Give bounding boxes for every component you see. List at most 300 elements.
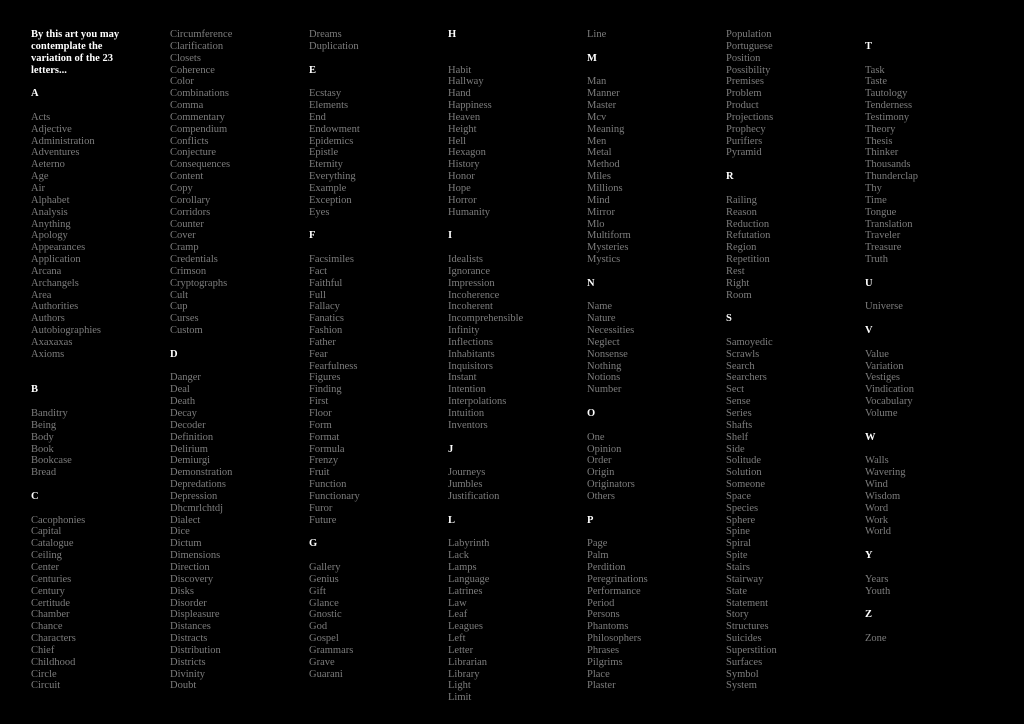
index-word: Latrines <box>448 585 483 597</box>
index-word: Fashion <box>309 325 343 337</box>
index-word: Arcana <box>31 265 62 277</box>
index-word: Disks <box>170 585 194 597</box>
index-word: Book <box>31 443 54 455</box>
index-column-1 <box>31 29 166 692</box>
letter-heading: S <box>726 313 732 325</box>
spacer <box>865 290 1000 302</box>
index-word: Pilgrims <box>587 656 623 668</box>
index-word: Page <box>587 538 608 550</box>
letter-heading: E <box>309 64 317 76</box>
index-word: Deal <box>170 384 190 396</box>
index-word: Number <box>587 384 622 396</box>
index-word: Dialect <box>170 514 201 526</box>
spacer <box>587 526 722 538</box>
index-column-7 <box>865 29 1000 645</box>
letter-heading: G <box>309 538 318 550</box>
index-word: Floor <box>309 408 332 419</box>
index-word: Distribution <box>170 644 221 656</box>
index-word: Dictum <box>170 538 202 550</box>
index-word: Searchers <box>726 372 767 384</box>
index-word: Work <box>865 514 889 526</box>
index-word: Incoherent <box>448 301 493 313</box>
index-word: Intuition <box>448 408 485 419</box>
index-word: Depredations <box>170 479 226 491</box>
index-word: Thinker <box>865 147 899 159</box>
index-word: Finding <box>309 384 342 396</box>
index-word: Chamber <box>31 609 70 621</box>
index-word: Others <box>587 490 615 502</box>
spacer <box>170 337 305 349</box>
spacer <box>309 550 444 562</box>
index-word: Mystics <box>587 254 621 266</box>
index-word: Figures <box>309 372 341 384</box>
index-word: Sense <box>726 396 751 408</box>
index-word: Example <box>309 182 347 194</box>
index-word: Intention <box>448 384 486 396</box>
index-word: Superstition <box>726 644 777 656</box>
index-word: Duplication <box>309 40 359 52</box>
index-word: Leagues <box>448 621 483 633</box>
index-word: Truth <box>865 254 888 266</box>
index-word: Sphere <box>726 514 756 526</box>
index-word: Zone <box>865 633 887 645</box>
index-word: Man <box>587 76 607 88</box>
index-word: Axioms <box>31 348 65 360</box>
index-word: Scrawls <box>726 348 760 360</box>
index-word: Direction <box>170 561 210 573</box>
index-word: Fanatics <box>309 313 344 325</box>
index-word: Years <box>865 573 889 585</box>
index-word: Treasure <box>865 242 902 254</box>
index-word: Miles <box>587 171 611 183</box>
index-word: Phrases <box>587 644 620 656</box>
index-word: Region <box>726 242 757 254</box>
index-word: Adjective <box>31 123 72 135</box>
index-word: Father <box>309 336 336 348</box>
index-word: Frenzy <box>309 455 339 467</box>
index-word: Comma <box>170 100 204 112</box>
index-word: Habit <box>448 64 472 76</box>
index-word: Purifiers <box>726 135 763 147</box>
index-word: Cult <box>170 289 189 301</box>
index-column-2 <box>170 29 305 692</box>
letter-heading: R <box>726 171 734 183</box>
index-word: Inhabitants <box>448 348 495 360</box>
letter-heading: W <box>865 431 876 443</box>
spacer <box>31 100 166 112</box>
index-word: Demonstration <box>170 467 233 479</box>
index-word: Thunderclap <box>865 171 919 183</box>
index-word: Spine <box>726 526 750 538</box>
index-word: Discovery <box>170 573 214 585</box>
index-word: Delirium <box>170 443 208 455</box>
index-word: Circle <box>31 668 57 680</box>
index-word: Functionary <box>309 490 360 502</box>
index-column-5 <box>587 29 722 692</box>
index-word: Search <box>726 360 755 372</box>
index-word: Metal <box>587 147 612 159</box>
index-word: Inventors <box>448 419 488 431</box>
index-word: Chance <box>31 621 63 633</box>
index-word: Thousands <box>865 159 911 171</box>
index-word: Pyramid <box>726 147 762 159</box>
index-word: Premises <box>726 76 764 88</box>
index-word: Statement <box>726 597 768 609</box>
index-word: Consequences <box>170 159 231 171</box>
index-word: Species <box>726 502 759 514</box>
index-word: Persons <box>587 609 620 621</box>
index-word: Epistle <box>309 147 339 159</box>
index-word: Library <box>448 668 480 680</box>
index-word: Instant <box>448 372 477 384</box>
index-word: Thesis <box>865 135 893 147</box>
index-word: Manner <box>587 88 620 100</box>
index-word: Appearances <box>31 242 86 254</box>
index-word: Hallway <box>448 76 484 88</box>
index-word: Tautology <box>865 88 908 100</box>
index-word: Mirror <box>587 206 615 218</box>
index-word: Corridors <box>170 206 211 218</box>
spacer <box>865 621 1000 633</box>
index-word: Eternity <box>309 159 343 171</box>
index-word: Structures <box>726 621 769 633</box>
index-word: Vocabulary <box>865 396 913 408</box>
index-word: Exception <box>309 194 352 206</box>
letter-heading: O <box>587 408 596 419</box>
index-word: Cup <box>170 301 188 313</box>
intro-title-line: variation of the 23 <box>31 52 113 64</box>
index-word: Credentials <box>170 254 218 266</box>
index-word: Prophecy <box>726 123 766 135</box>
index-word: Possibility <box>726 64 771 76</box>
index-word: Incomprehensible <box>448 313 524 325</box>
index-word: Hell <box>448 135 467 147</box>
spacer <box>448 53 583 65</box>
index-word: Traveler <box>865 230 901 242</box>
index-word: Capital <box>31 526 62 538</box>
spacer <box>726 159 861 171</box>
spacer <box>865 562 1000 574</box>
index-word: Order <box>587 455 612 467</box>
index-word: Peregrinations <box>587 573 648 585</box>
index-word: Tenderness <box>865 100 913 112</box>
index-word: Universe <box>865 301 903 313</box>
index-word: Samoyedic <box>726 336 773 348</box>
index-word: Nonsense <box>587 348 628 360</box>
index-word: World <box>865 526 891 538</box>
index-word: Notions <box>587 372 621 384</box>
spacer <box>865 444 1000 456</box>
index-word: Youth <box>865 585 891 597</box>
letter-heading: F <box>309 230 316 242</box>
index-word: Solution <box>726 467 762 479</box>
spacer <box>587 396 722 408</box>
index-word: Right <box>726 277 750 289</box>
index-word: Variation <box>865 360 904 372</box>
index-word: Compendium <box>170 123 228 135</box>
index-word: Death <box>170 396 196 408</box>
letter-heading: U <box>865 277 873 289</box>
index-word: Doubt <box>170 680 197 692</box>
index-word: Plaster <box>587 680 616 692</box>
index-word: Closets <box>170 52 201 64</box>
index-word: Ignorance <box>448 265 490 277</box>
index-word: Impression <box>448 277 495 289</box>
index-word: Characters <box>31 633 76 645</box>
spacer <box>309 242 444 254</box>
letter-heading: N <box>587 277 595 289</box>
spacer <box>170 361 305 373</box>
letter-heading: D <box>170 348 178 360</box>
index-word: Series <box>726 408 752 419</box>
index-word: Commentary <box>170 111 225 123</box>
spacer <box>309 526 444 538</box>
index-word: Hope <box>448 182 471 194</box>
index-word: Format <box>309 431 340 443</box>
index-word: Horror <box>448 194 477 206</box>
index-word: Axaxaxas <box>31 336 73 348</box>
index-word: Humanity <box>448 206 490 218</box>
letter-heading: I <box>448 230 453 242</box>
spacer <box>587 266 722 278</box>
index-word: Stairway <box>726 573 764 585</box>
index-word: Language <box>448 573 490 585</box>
index-word: Rest <box>726 265 745 277</box>
index-word: Curses <box>170 313 199 325</box>
index-word: Analysis <box>31 206 68 218</box>
index-word: Master <box>587 100 617 112</box>
index-word: Fearfulness <box>309 360 358 372</box>
index-word: One <box>587 431 605 443</box>
index-word: Autobiographies <box>31 325 101 337</box>
letter-heading: T <box>865 40 873 52</box>
index-word: Sect <box>726 384 745 396</box>
index-word: Method <box>587 159 620 171</box>
index-word: Origin <box>587 467 615 479</box>
index-word: Vestiges <box>865 372 900 384</box>
letter-heading: H <box>448 29 457 40</box>
spacer <box>309 76 444 88</box>
letter-heading: Z <box>865 609 873 621</box>
letter-heading: A <box>31 88 39 100</box>
spacer <box>865 598 1000 610</box>
index-word: Interpolations <box>448 396 507 408</box>
spacer <box>865 420 1000 432</box>
spacer <box>587 65 722 77</box>
index-word: Room <box>726 289 752 301</box>
index-word: Labyrinth <box>448 538 490 550</box>
index-word: Grammars <box>309 644 354 656</box>
spacer <box>448 41 583 53</box>
index-word: Centuries <box>31 573 72 585</box>
index-word: Application <box>31 254 81 266</box>
index-word: Cacophonies <box>31 514 86 526</box>
index-word: Custom <box>170 325 203 337</box>
index-word: Testimony <box>865 111 910 123</box>
index-word: Depression <box>170 490 218 502</box>
index-word: Fruit <box>309 467 330 479</box>
index-word: Mlo <box>587 218 605 230</box>
index-word: Incoherence <box>448 289 500 301</box>
index-word: Refutation <box>726 230 771 242</box>
index-word: Solitude <box>726 455 762 467</box>
spacer <box>865 538 1000 550</box>
index-word: Name <box>587 301 613 313</box>
index-word: Cover <box>170 230 196 242</box>
letter-heading: Y <box>865 550 873 562</box>
index-word: Counter <box>170 218 204 230</box>
index-word: Phantoms <box>587 621 629 633</box>
index-word: Limit <box>448 692 472 704</box>
index-word: Circuit <box>31 680 61 692</box>
index-word: Certitude <box>31 597 71 609</box>
index-word: Dhcmrlchtdj <box>170 502 224 514</box>
intro-title-line: By this art you may <box>31 29 120 40</box>
index-word: Dimensions <box>170 550 221 562</box>
spacer <box>31 479 166 491</box>
index-word: Form <box>309 419 332 431</box>
spacer <box>448 242 583 254</box>
spacer <box>448 455 583 467</box>
index-word: Story <box>726 609 749 621</box>
index-word: Perdition <box>587 561 626 573</box>
letter-heading: B <box>31 384 39 396</box>
index-word: Thy <box>865 182 882 194</box>
index-word: Archangels <box>31 277 79 289</box>
spacer <box>31 372 166 384</box>
index-word: Authors <box>31 313 65 325</box>
index-word: Distracts <box>170 633 208 645</box>
index-word: Wisdom <box>865 490 901 502</box>
index-word: Justification <box>448 490 500 502</box>
index-word: Light <box>448 680 471 692</box>
index-word: Shafts <box>726 419 753 431</box>
index-word: Originators <box>587 479 635 491</box>
index-word: Displeasure <box>170 609 220 621</box>
index-word: Danger <box>170 372 201 384</box>
index-word: Districts <box>170 656 206 668</box>
index-word: Eyes <box>309 206 330 218</box>
index-word: Function <box>309 479 347 491</box>
index-word: Full <box>309 289 326 301</box>
index-word: Suicides <box>726 633 762 645</box>
index-word: Palm <box>587 550 609 562</box>
index-word: History <box>448 159 480 171</box>
spacer <box>448 219 583 231</box>
index-word: Someone <box>726 479 766 491</box>
index-word: Multiform <box>587 230 631 242</box>
index-word: Reason <box>726 206 757 218</box>
index-word: Air <box>31 182 45 194</box>
index-word: Theory <box>865 123 896 135</box>
spacer <box>726 183 861 195</box>
index-column-4 <box>448 29 583 704</box>
index-word: Walls <box>865 455 889 467</box>
index-word: Position <box>726 52 761 64</box>
index-word: Crimson <box>170 265 207 277</box>
spacer <box>448 432 583 444</box>
index-word: Age <box>31 171 49 183</box>
spacer <box>726 301 861 313</box>
index-word: Line <box>587 29 607 40</box>
index-word: Height <box>448 123 477 135</box>
index-word: Formula <box>309 443 345 455</box>
index-word: Banditry <box>31 408 68 419</box>
index-word: Projections <box>726 111 774 123</box>
index-word: Apology <box>31 230 68 242</box>
index-word: Anything <box>31 218 71 230</box>
index-word: Opinion <box>587 443 622 455</box>
index-word: Corollary <box>170 194 211 206</box>
index-word: Epidemics <box>309 135 354 147</box>
intro-title-line: letters... <box>31 64 67 76</box>
spacer <box>865 53 1000 65</box>
index-word: Jumbles <box>448 479 483 491</box>
index-word: Bookcase <box>31 455 72 467</box>
spacer <box>587 503 722 515</box>
index-word: Childhood <box>31 656 76 668</box>
index-column-3 <box>309 29 444 680</box>
index-word: Clarification <box>170 40 224 52</box>
index-word: Inquisitors <box>448 360 493 372</box>
spacer <box>448 503 583 515</box>
index-word: Ecstasy <box>309 88 342 100</box>
index-word: Bread <box>31 467 57 479</box>
index-word: Task <box>865 64 885 76</box>
spacer <box>31 76 166 88</box>
letter-heading: V <box>865 325 873 337</box>
index-word: Facsimiles <box>309 254 354 266</box>
index-word: Lamps <box>448 561 477 573</box>
index-word: Cramp <box>170 242 199 254</box>
index-word: Performance <box>587 585 641 597</box>
spacer <box>587 290 722 302</box>
index-word: Population <box>726 29 772 40</box>
index-word: Value <box>865 348 889 360</box>
index-word: First <box>309 396 329 408</box>
index-word: Combinations <box>170 88 229 100</box>
index-word: Spiral <box>726 538 752 550</box>
index-word: Left <box>448 633 466 645</box>
index-word: Translation <box>865 218 913 230</box>
spacer <box>865 313 1000 325</box>
index-word: Idealists <box>448 254 483 266</box>
index-word: Wind <box>865 479 888 491</box>
letter-heading: L <box>448 514 456 526</box>
index-word: Heaven <box>448 111 481 123</box>
index-word: Stairs <box>726 561 750 573</box>
index-word: End <box>309 111 326 123</box>
index-word: Nature <box>587 313 616 325</box>
index-word: Necessities <box>587 325 635 337</box>
index-word: Philosophers <box>587 633 642 645</box>
index-word: Dreams <box>309 29 342 40</box>
intro-title-line: contemplate the <box>31 40 103 52</box>
index-word: State <box>726 585 747 597</box>
spacer <box>309 219 444 231</box>
index-word: Coherence <box>170 64 215 76</box>
spacer <box>31 503 166 515</box>
index-word: Fear <box>309 348 328 360</box>
index-word: Leaf <box>448 609 468 621</box>
index-word: Gallery <box>309 561 341 573</box>
spacer <box>448 526 583 538</box>
index-word: Infinity <box>448 325 480 337</box>
index-word: Surfaces <box>726 656 763 668</box>
index-word: Ceiling <box>31 550 62 562</box>
index-word: Symbol <box>726 668 759 680</box>
index-word: Being <box>31 419 57 431</box>
